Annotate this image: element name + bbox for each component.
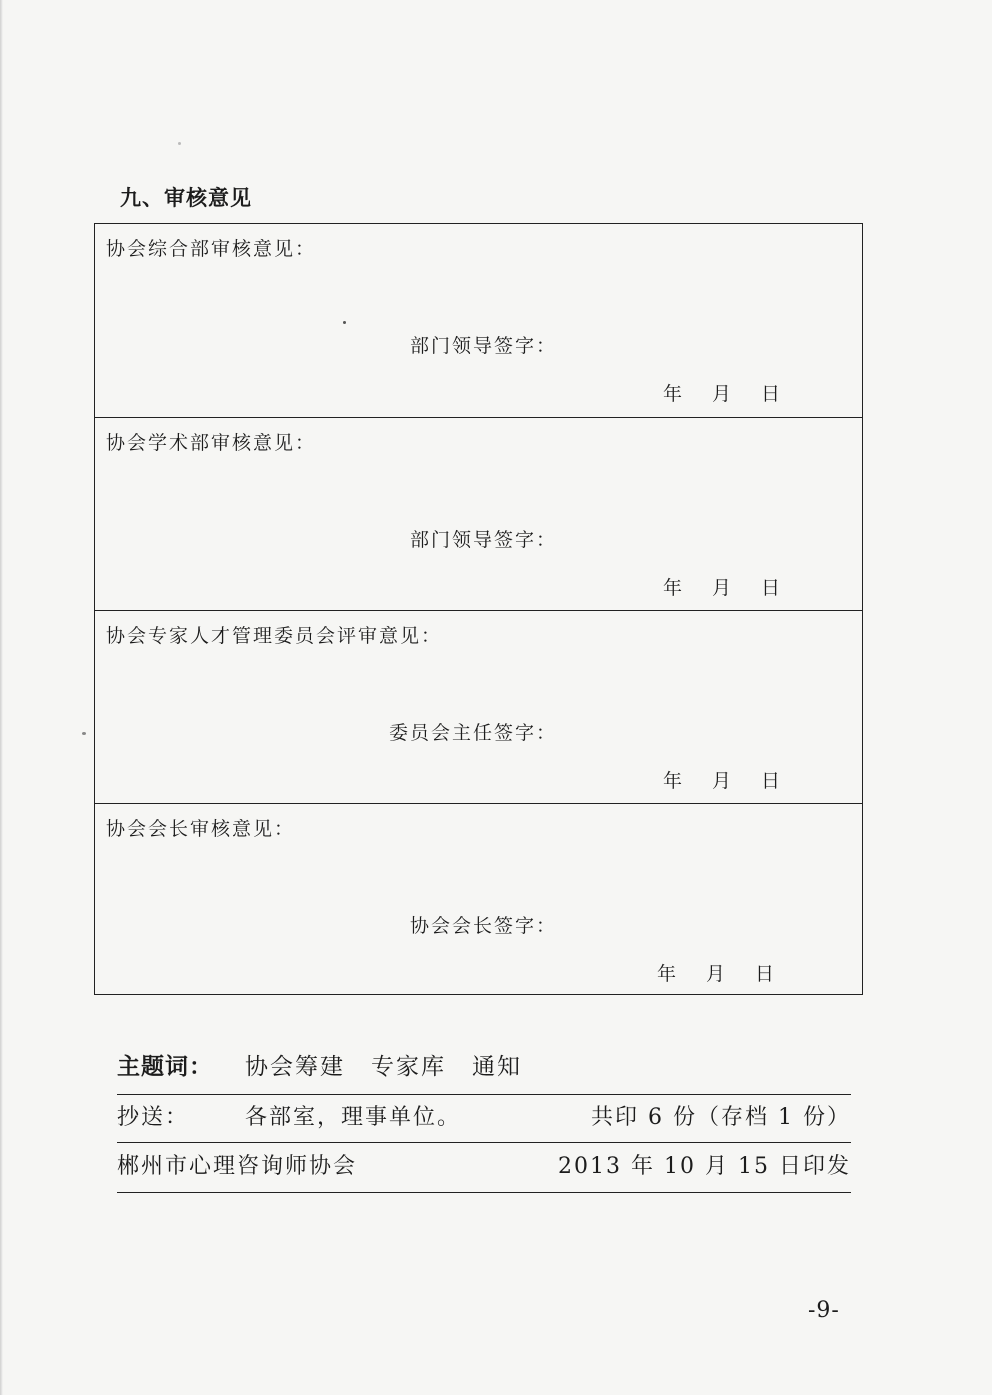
- date-line: [663, 766, 780, 793]
- divider: [117, 1142, 851, 1143]
- keyword: 协会筹建: [245, 1054, 345, 1080]
- review-label: 协会综合部审核意见：: [106, 238, 317, 260]
- date-month: 月: [712, 383, 732, 405]
- cc-label: 抄送：: [117, 1105, 190, 1130]
- review-label: 协会会长审核意见：: [106, 818, 296, 840]
- scan-edge: [0, 0, 3, 1395]
- review-table: [94, 223, 863, 995]
- section-title: 九、审核意见: [120, 186, 252, 210]
- signature-label: 部门领导签字：: [409, 529, 557, 551]
- date-month: 月: [706, 963, 726, 985]
- keywords-row: [117, 1048, 851, 1088]
- date-year: 年: [663, 770, 683, 792]
- scan-speck: [178, 142, 181, 145]
- issuer-row: [117, 1149, 851, 1189]
- date-month: 月: [712, 577, 732, 599]
- issue-date: 2013 年 10 月 15 日印发: [558, 1154, 851, 1179]
- review-cell-president: [95, 803, 862, 993]
- keywords-label: 主题词：: [117, 1054, 213, 1080]
- review-label: 协会学术部审核意见：: [106, 432, 317, 454]
- signature-label: 协会会长签字：: [409, 915, 557, 937]
- date-line: [663, 573, 780, 600]
- review-cell-committee: [95, 610, 862, 803]
- date-day: 日: [761, 383, 781, 405]
- date-day: 日: [761, 770, 781, 792]
- scan-speck: [82, 732, 86, 735]
- cc-value: 各部室，理事单位。: [245, 1105, 462, 1130]
- keyword: 通知: [472, 1054, 522, 1080]
- date-line: [663, 379, 780, 406]
- signature-label: 委员会主任签字：: [388, 722, 557, 744]
- scan-speck: [343, 321, 346, 324]
- cc-row: [117, 1100, 851, 1140]
- page-number: -9-: [808, 1298, 840, 1323]
- review-label: 协会专家人才管理委员会评审意见：: [106, 625, 443, 647]
- date-day: 日: [755, 963, 775, 985]
- date-year: 年: [663, 383, 683, 405]
- review-cell-general: [95, 224, 862, 417]
- date-day: 日: [761, 577, 781, 599]
- review-cell-academic: [95, 417, 862, 610]
- signature-label: 部门领导签字：: [409, 335, 557, 357]
- date-line: [657, 959, 774, 986]
- divider: [117, 1094, 851, 1095]
- date-month: 月: [712, 770, 732, 792]
- date-year: 年: [657, 963, 677, 985]
- keywords-list: [245, 1048, 548, 1081]
- copies-count: 共印 6 份（存档 1 份）: [591, 1105, 851, 1130]
- date-year: 年: [663, 577, 683, 599]
- keyword: 专家库: [371, 1054, 446, 1080]
- issuer-name: 郴州市心理咨询师协会: [117, 1154, 358, 1179]
- divider: [117, 1192, 851, 1193]
